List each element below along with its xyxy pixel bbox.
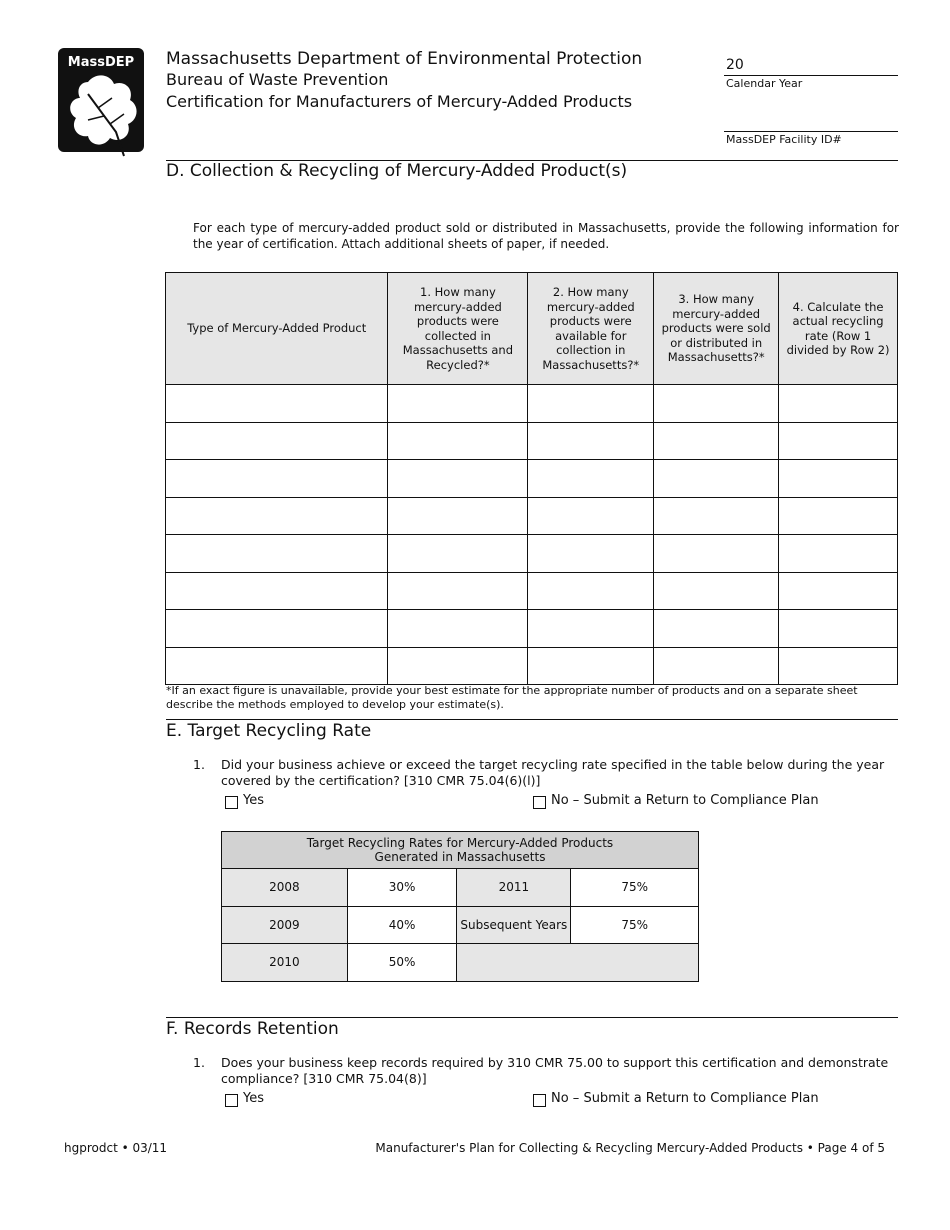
table-cell[interactable] [528,647,654,685]
table-row [166,535,898,573]
table-cell[interactable] [388,647,528,685]
table-cell[interactable] [779,610,898,648]
estimate-footnote: *If an exact figure is unavailable, provide your best estimate for the appropriate number of products and on a separate sheet describe the methods employed to develop your estimate(s). [166,684,858,711]
table-cell[interactable] [528,535,654,573]
table-cell[interactable] [166,460,388,498]
rate-value: 40% [347,906,457,944]
table-cell[interactable] [528,572,654,610]
form-code: hgprodct • 03/11 [64,1141,168,1155]
section-f-divider [166,1017,898,1018]
rate-year: 2011 [457,869,571,907]
table-row [166,422,898,460]
table-cell[interactable] [388,572,528,610]
target-rates-table [221,831,699,982]
section-e-title: E. Target Recycling Rate [166,721,372,741]
col-sold: 3. How many mercury-added products were sold or distributed in Massachusetts?* [654,273,779,385]
table-row [166,610,898,648]
year-field[interactable]: 20 [726,57,744,73]
table-cell[interactable] [779,535,898,573]
table-row [166,385,898,423]
collection-table [165,272,898,685]
table-cell[interactable] [528,385,654,423]
table-cell[interactable] [528,610,654,648]
question-number: 1. [193,1055,205,1070]
collection-table-header [166,273,898,385]
col-collected: 1. How many mercury-added products were collected in Massachusetts and Recycled?* [388,273,528,385]
records-no-label: No – Submit a Return to Compliance Plan [551,1091,819,1106]
rates-title-row [222,832,699,869]
form-title: Certification for Manufacturers of Mercury-Added Products [166,92,633,111]
rate-year: Subsequent Years [457,906,571,944]
section-d-intro: For each type of mercury-added product sold or distributed in Massachusetts, provide the following information for the year of certification. Attach additional sheets of paper, if needed. [193,221,899,251]
table-row [222,906,699,944]
table-cell[interactable] [654,535,779,573]
year-line [724,75,898,76]
table-cell[interactable] [528,460,654,498]
table-cell[interactable] [528,422,654,460]
table-row [222,869,699,907]
table-cell[interactable] [654,385,779,423]
table-cell[interactable] [779,647,898,685]
table-cell[interactable] [166,497,388,535]
facility-id-label: MassDEP Facility ID# [726,133,842,146]
rate-empty-cell [457,944,699,982]
table-cell[interactable] [654,610,779,648]
records-yes-checkbox[interactable] [225,1094,238,1107]
table-row [222,944,699,982]
table-cell[interactable] [388,460,528,498]
table-cell[interactable] [779,497,898,535]
table-cell[interactable] [779,422,898,460]
table-cell[interactable] [654,460,779,498]
table-row [166,647,898,685]
rate-value: 30% [347,869,457,907]
table-row [166,572,898,610]
rates-table-title [222,832,699,869]
bureau-name: Bureau of Waste Prevention [166,70,389,89]
table-row [166,460,898,498]
table-cell[interactable] [166,610,388,648]
target-yes-checkbox[interactable] [225,796,238,809]
rate-year: 2010 [222,944,348,982]
table-cell[interactable] [166,535,388,573]
table-cell[interactable] [388,535,528,573]
rate-year: 2008 [222,869,348,907]
col-product-type: Type of Mercury-Added Product [166,273,388,385]
table-cell[interactable] [779,385,898,423]
facility-id-line[interactable] [724,131,898,132]
col-available: 2. How many mercury-added products were available for collection in Massachusetts?* [528,273,654,385]
target-rate-question: Did your business achieve or exceed the target recycling rate specified in the table below during the year covered by the certification? [310 CMR 75.04(6)(l)] [221,757,885,788]
target-no-label: No – Submit a Return to Compliance Plan [551,793,819,808]
records-no-checkbox[interactable] [533,1094,546,1107]
table-cell[interactable] [166,572,388,610]
rate-value: 75% [571,869,699,907]
target-no-checkbox[interactable] [533,796,546,809]
rate-year: 2009 [222,906,348,944]
table-cell[interactable] [388,422,528,460]
table-cell[interactable] [166,385,388,423]
section-e-divider [166,719,898,720]
calendar-year-label: Calendar Year [726,77,803,90]
page-footer: Manufacturer's Plan for Collecting & Recycling Mercury-Added Products • Page 4 of 5 [375,1141,885,1155]
section-f-title: F. Records Retention [166,1019,339,1039]
col-recycling-rate: 4. Calculate the actual recycling rate (Row 1 divided by Row 2) [779,273,898,385]
table-cell[interactable] [166,422,388,460]
question-number: 1. [193,757,205,772]
table-cell[interactable] [654,647,779,685]
section-d-title: D. Collection & Recycling of Mercury-Added Product(s) [166,161,628,181]
table-cell[interactable] [779,572,898,610]
table-cell[interactable] [654,497,779,535]
rates-title-line2: Generated in Massachusetts [374,850,546,864]
rate-value: 75% [571,906,699,944]
table-cell[interactable] [388,497,528,535]
agency-name: Massachusetts Department of Environmental Protection [166,49,643,69]
table-cell[interactable] [166,647,388,685]
table-cell[interactable] [528,497,654,535]
table-cell[interactable] [388,610,528,648]
rates-title-line1: Target Recycling Rates for Mercury-Added Products [306,836,614,850]
target-yes-label: Yes [243,793,264,808]
table-row [166,497,898,535]
massdep-logo [58,48,144,160]
records-yes-label: Yes [243,1091,264,1106]
table-cell[interactable] [779,460,898,498]
table-cell[interactable] [654,572,779,610]
svg-text:MassDEP: MassDEP [67,55,135,70]
table-cell[interactable] [654,422,779,460]
table-cell[interactable] [388,385,528,423]
records-question: Does your business keep records required by 310 CMR 75.00 to support this certification and demonstrate compliance? [310 CMR 75.04(8)] [221,1055,889,1086]
rate-value: 50% [347,944,457,982]
